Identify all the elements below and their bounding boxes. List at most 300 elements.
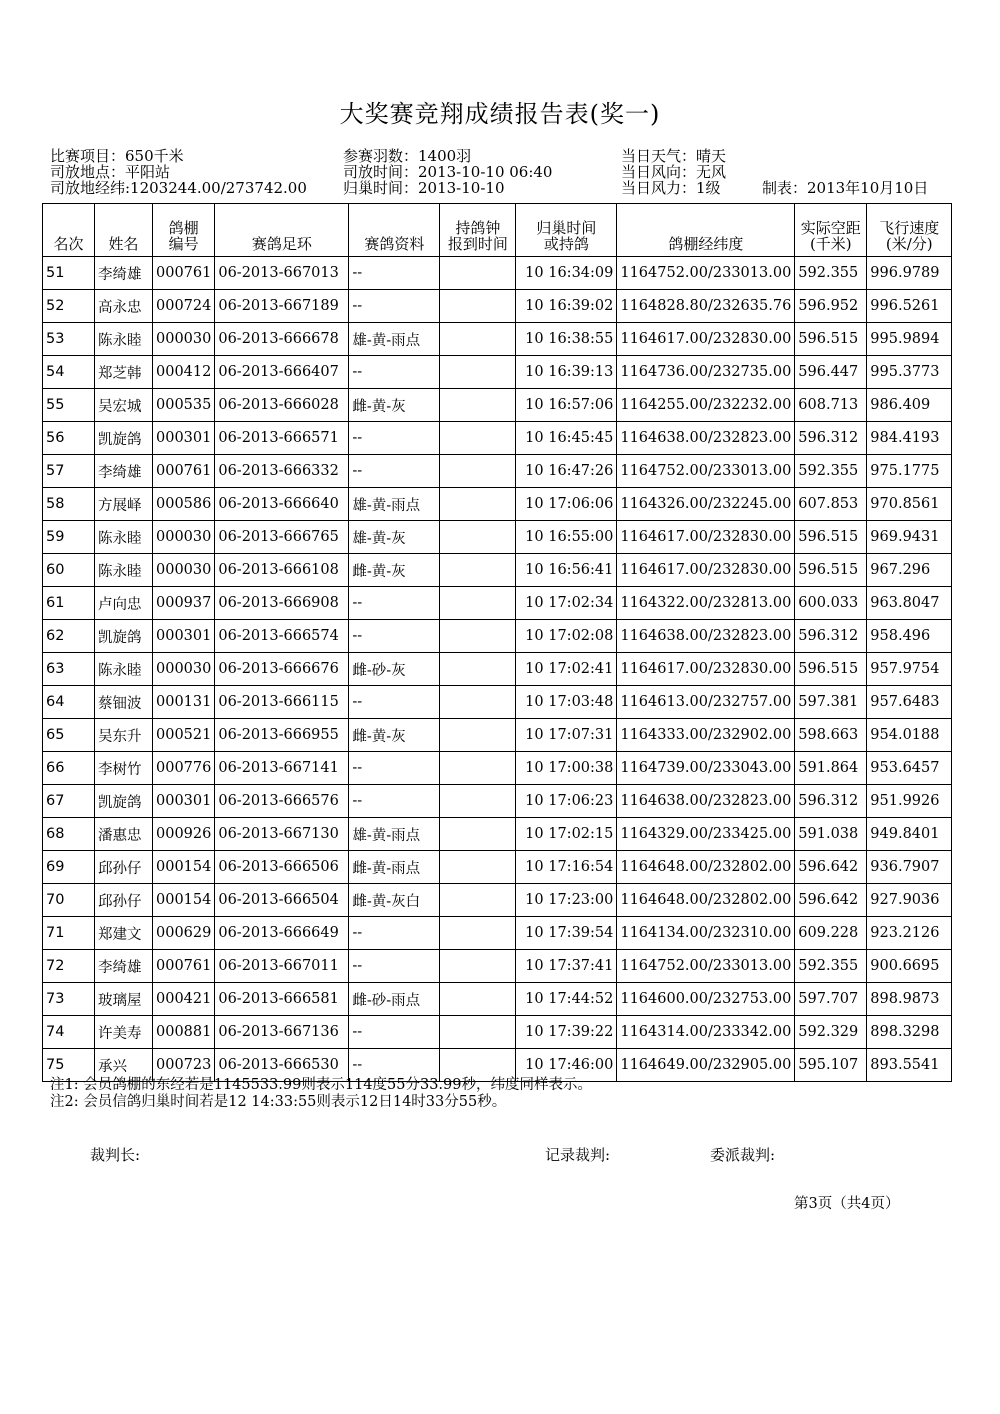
cell-speed: 995.9894 bbox=[867, 323, 952, 356]
cell-loft-coordinates: 1164333.00/232902.00 bbox=[617, 719, 795, 752]
cell-loft-coordinates: 1164255.00/232232.00 bbox=[617, 389, 795, 422]
cell-arrival-time: 10 17:06:23 bbox=[516, 785, 617, 818]
cell-distance: 596.312 bbox=[795, 785, 867, 818]
release-coordinates: 司放地经纬:1203244.00/273742.00 bbox=[50, 179, 307, 197]
header-bird-info bbox=[349, 204, 440, 257]
table-row bbox=[43, 818, 952, 851]
cell-name: 吴宏城 bbox=[95, 389, 153, 422]
cell-speed: 957.9754 bbox=[867, 653, 952, 686]
cell-arrival-time: 10 16:57:06 bbox=[516, 389, 617, 422]
cell-loft-id: 000761 bbox=[153, 257, 215, 290]
cell-ring-number: 06-2013-666676 bbox=[215, 653, 349, 686]
cell-ring-number: 06-2013-667013 bbox=[215, 257, 349, 290]
cell-ring-number: 06-2013-666640 bbox=[215, 488, 349, 521]
cell-bird-info: 雄-黄-雨点 bbox=[349, 818, 440, 851]
header-distance-line: (千米) bbox=[809, 235, 852, 253]
cell-loft-id: 000030 bbox=[153, 323, 215, 356]
return-time: 归巢时间：2013-10-10 bbox=[343, 179, 505, 197]
cell-rank: 60 bbox=[43, 554, 95, 587]
cell-name: 陈永睦 bbox=[95, 521, 153, 554]
cell-distance: 608.713 bbox=[795, 389, 867, 422]
cell-arrival-time: 10 17:02:41 bbox=[516, 653, 617, 686]
cell-distance: 597.707 bbox=[795, 983, 867, 1016]
cell-loft-coordinates: 1164739.00/233043.00 bbox=[617, 752, 795, 785]
table-row bbox=[43, 950, 952, 983]
cell-ring-number: 06-2013-667136 bbox=[215, 1016, 349, 1049]
cell-loft-coordinates: 1164752.00/233013.00 bbox=[617, 950, 795, 983]
cell-loft-coordinates: 1164736.00/232735.00 bbox=[617, 356, 795, 389]
cell-distance: 596.952 bbox=[795, 290, 867, 323]
cell-arrival-time: 10 17:39:22 bbox=[516, 1016, 617, 1049]
cell-name: 方展峄 bbox=[95, 488, 153, 521]
header-loft-coordinates-line: 鸽棚经纬度 bbox=[668, 235, 744, 253]
cell-clock-time bbox=[440, 620, 516, 653]
cell-clock-time bbox=[440, 686, 516, 719]
cell-loft-coordinates: 1164638.00/232823.00 bbox=[617, 785, 795, 818]
table-row bbox=[43, 851, 952, 884]
table-row bbox=[43, 719, 952, 752]
header-arrival-time-line: 归巢时间 bbox=[536, 219, 597, 237]
cell-speed: 900.6695 bbox=[867, 950, 952, 983]
cell-name: 邱孙仔 bbox=[95, 851, 153, 884]
cell-clock-time bbox=[440, 653, 516, 686]
cell-speed: 953.6457 bbox=[867, 752, 952, 785]
cell-distance: 592.355 bbox=[795, 950, 867, 983]
cell-speed: 996.5261 bbox=[867, 290, 952, 323]
cell-distance: 592.355 bbox=[795, 257, 867, 290]
table-row bbox=[43, 785, 952, 818]
cell-ring-number: 06-2013-666576 bbox=[215, 785, 349, 818]
cell-loft-id: 000724 bbox=[153, 290, 215, 323]
cell-name: 蔡钿波 bbox=[95, 686, 153, 719]
cell-ring-number: 06-2013-666506 bbox=[215, 851, 349, 884]
cell-name: 高永忠 bbox=[95, 290, 153, 323]
cell-clock-time bbox=[440, 587, 516, 620]
cell-bird-info: -- bbox=[349, 950, 440, 983]
cell-distance: 596.642 bbox=[795, 884, 867, 917]
cell-rank: 65 bbox=[43, 719, 95, 752]
cell-speed: 927.9036 bbox=[867, 884, 952, 917]
cell-speed: 995.3773 bbox=[867, 356, 952, 389]
cell-clock-time bbox=[440, 488, 516, 521]
cell-name: 李绮雄 bbox=[95, 950, 153, 983]
table-row bbox=[43, 983, 952, 1016]
cell-ring-number: 06-2013-666678 bbox=[215, 323, 349, 356]
cell-loft-id: 000761 bbox=[153, 455, 215, 488]
cell-arrival-time: 10 17:46:00 bbox=[516, 1049, 617, 1082]
table-row bbox=[43, 389, 952, 422]
cell-distance: 596.515 bbox=[795, 653, 867, 686]
cell-rank: 72 bbox=[43, 950, 95, 983]
table-row bbox=[43, 323, 952, 356]
cell-distance: 596.312 bbox=[795, 422, 867, 455]
cell-rank: 64 bbox=[43, 686, 95, 719]
cell-loft-coordinates: 1164828.80/232635.76 bbox=[617, 290, 795, 323]
note-1: 注1: 会员鸽棚的东经若是1145533.99则表示114度55分33.99秒，纬度同样表示。 bbox=[50, 1077, 592, 1093]
header-rank-line: 名次 bbox=[53, 235, 84, 253]
cell-arrival-time: 10 17:39:54 bbox=[516, 917, 617, 950]
delegated-judge-label: 委派裁判: bbox=[710, 1146, 776, 1164]
cell-arrival-time: 10 17:07:31 bbox=[516, 719, 617, 752]
cell-speed: 893.5541 bbox=[867, 1049, 952, 1082]
race-item: 比赛项目：650千米 bbox=[50, 147, 184, 165]
cell-loft-id: 000030 bbox=[153, 554, 215, 587]
cell-clock-time bbox=[440, 554, 516, 587]
cell-ring-number: 06-2013-666028 bbox=[215, 389, 349, 422]
table-body bbox=[43, 257, 952, 1082]
cell-bird-info: -- bbox=[349, 257, 440, 290]
cell-loft-coordinates: 1164617.00/232830.00 bbox=[617, 554, 795, 587]
cell-loft-coordinates: 1164326.00/232245.00 bbox=[617, 488, 795, 521]
cell-loft-id: 000154 bbox=[153, 884, 215, 917]
cell-loft-coordinates: 1164322.00/232813.00 bbox=[617, 587, 795, 620]
cell-ring-number: 06-2013-666908 bbox=[215, 587, 349, 620]
cell-name: 承兴 bbox=[95, 1049, 153, 1082]
cell-name: 凯旋鸽 bbox=[95, 620, 153, 653]
cell-loft-id: 000723 bbox=[153, 1049, 215, 1082]
cell-arrival-time: 10 17:16:54 bbox=[516, 851, 617, 884]
cell-distance: 598.663 bbox=[795, 719, 867, 752]
cell-rank: 67 bbox=[43, 785, 95, 818]
header-loft-id bbox=[153, 204, 215, 257]
entry-count: 参赛羽数：1400羽 bbox=[343, 147, 472, 165]
cell-ring-number: 06-2013-666504 bbox=[215, 884, 349, 917]
header-distance bbox=[795, 204, 867, 257]
chief-judge-label: 裁判长: bbox=[90, 1146, 141, 1164]
cell-bird-info: 雌-黄-灰 bbox=[349, 389, 440, 422]
cell-ring-number: 06-2013-666407 bbox=[215, 356, 349, 389]
cell-distance: 596.642 bbox=[795, 851, 867, 884]
cell-clock-time bbox=[440, 983, 516, 1016]
cell-clock-time bbox=[440, 917, 516, 950]
table-row bbox=[43, 917, 952, 950]
table-row bbox=[43, 356, 952, 389]
cell-distance: 600.033 bbox=[795, 587, 867, 620]
cell-name: 李树竹 bbox=[95, 752, 153, 785]
cell-bird-info: 雄-黄-雨点 bbox=[349, 323, 440, 356]
cell-name: 许美寿 bbox=[95, 1016, 153, 1049]
cell-bird-info: -- bbox=[349, 587, 440, 620]
cell-loft-id: 000301 bbox=[153, 422, 215, 455]
cell-speed: 936.7907 bbox=[867, 851, 952, 884]
cell-speed: 958.496 bbox=[867, 620, 952, 653]
cell-speed: 984.4193 bbox=[867, 422, 952, 455]
cell-loft-coordinates: 1164600.00/232753.00 bbox=[617, 983, 795, 1016]
cell-bird-info: -- bbox=[349, 752, 440, 785]
table-row bbox=[43, 422, 952, 455]
cell-name: 陈永睦 bbox=[95, 323, 153, 356]
cell-clock-time bbox=[440, 455, 516, 488]
wind-force: 当日风力：1级 bbox=[621, 179, 721, 197]
cell-speed: 954.0188 bbox=[867, 719, 952, 752]
cell-ring-number: 06-2013-666581 bbox=[215, 983, 349, 1016]
table-header-row bbox=[43, 204, 952, 257]
table-row bbox=[43, 521, 952, 554]
cell-loft-id: 000881 bbox=[153, 1016, 215, 1049]
cell-speed: 986.409 bbox=[867, 389, 952, 422]
cell-loft-coordinates: 1164638.00/232823.00 bbox=[617, 620, 795, 653]
table-row bbox=[43, 587, 952, 620]
report-title: 大奖赛竞翔成绩报告表(奖一) bbox=[339, 100, 661, 128]
cell-bird-info: -- bbox=[349, 917, 440, 950]
cell-loft-coordinates: 1164617.00/232830.00 bbox=[617, 323, 795, 356]
header-loft-id-line: 编号 bbox=[168, 235, 199, 253]
cell-rank: 57 bbox=[43, 455, 95, 488]
cell-bird-info: 雌-黄-灰 bbox=[349, 554, 440, 587]
cell-loft-id: 000131 bbox=[153, 686, 215, 719]
cell-name: 李绮雄 bbox=[95, 257, 153, 290]
cell-loft-id: 000421 bbox=[153, 983, 215, 1016]
cell-rank: 61 bbox=[43, 587, 95, 620]
cell-clock-time bbox=[440, 521, 516, 554]
cell-clock-time bbox=[440, 785, 516, 818]
table-row bbox=[43, 488, 952, 521]
cell-distance: 596.515 bbox=[795, 323, 867, 356]
cell-speed: 898.9873 bbox=[867, 983, 952, 1016]
cell-ring-number: 06-2013-666765 bbox=[215, 521, 349, 554]
cell-arrival-time: 10 17:03:48 bbox=[516, 686, 617, 719]
cell-loft-id: 000301 bbox=[153, 785, 215, 818]
cell-name: 邱孙仔 bbox=[95, 884, 153, 917]
cell-ring-number: 06-2013-667130 bbox=[215, 818, 349, 851]
cell-loft-id: 000926 bbox=[153, 818, 215, 851]
results-table bbox=[42, 203, 952, 1082]
cell-rank: 71 bbox=[43, 917, 95, 950]
cell-rank: 55 bbox=[43, 389, 95, 422]
cell-rank: 59 bbox=[43, 521, 95, 554]
table-row bbox=[43, 653, 952, 686]
cell-loft-coordinates: 1164648.00/232802.00 bbox=[617, 851, 795, 884]
cell-distance: 607.853 bbox=[795, 488, 867, 521]
cell-rank: 58 bbox=[43, 488, 95, 521]
cell-rank: 70 bbox=[43, 884, 95, 917]
recording-judge-label: 记录裁判: bbox=[545, 1146, 611, 1164]
cell-clock-time bbox=[440, 719, 516, 752]
cell-speed: 967.296 bbox=[867, 554, 952, 587]
cell-arrival-time: 10 17:02:15 bbox=[516, 818, 617, 851]
cell-loft-id: 000301 bbox=[153, 620, 215, 653]
cell-arrival-time: 10 16:45:45 bbox=[516, 422, 617, 455]
cell-loft-coordinates: 1164752.00/233013.00 bbox=[617, 455, 795, 488]
cell-arrival-time: 10 16:39:13 bbox=[516, 356, 617, 389]
table-row bbox=[43, 1016, 952, 1049]
cell-rank: 74 bbox=[43, 1016, 95, 1049]
cell-bird-info: -- bbox=[349, 1049, 440, 1082]
cell-rank: 68 bbox=[43, 818, 95, 851]
cell-ring-number: 06-2013-666108 bbox=[215, 554, 349, 587]
cell-ring-number: 06-2013-667189 bbox=[215, 290, 349, 323]
cell-bird-info: 雌-黄-雨点 bbox=[349, 851, 440, 884]
cell-distance: 596.515 bbox=[795, 554, 867, 587]
cell-loft-coordinates: 1164617.00/232830.00 bbox=[617, 521, 795, 554]
cell-loft-id: 000030 bbox=[153, 653, 215, 686]
cell-bird-info: -- bbox=[349, 620, 440, 653]
cell-loft-coordinates: 1164649.00/232905.00 bbox=[617, 1049, 795, 1082]
table-maker-date: 制表：2013年10月10日 bbox=[762, 179, 929, 197]
header-loft-id-line: 鸽棚 bbox=[168, 219, 199, 237]
cell-arrival-time: 10 16:39:02 bbox=[516, 290, 617, 323]
cell-bird-info: -- bbox=[349, 1016, 440, 1049]
cell-clock-time bbox=[440, 818, 516, 851]
cell-loft-id: 000412 bbox=[153, 356, 215, 389]
table-row bbox=[43, 455, 952, 488]
cell-rank: 51 bbox=[43, 257, 95, 290]
cell-distance: 597.381 bbox=[795, 686, 867, 719]
release-time: 司放时间：2013-10-10 06:40 bbox=[343, 163, 553, 181]
cell-name: 卢向忠 bbox=[95, 587, 153, 620]
cell-ring-number: 06-2013-666571 bbox=[215, 422, 349, 455]
cell-rank: 69 bbox=[43, 851, 95, 884]
cell-bird-info: -- bbox=[349, 455, 440, 488]
cell-speed: 949.8401 bbox=[867, 818, 952, 851]
cell-distance: 592.329 bbox=[795, 1016, 867, 1049]
cell-loft-id: 000030 bbox=[153, 521, 215, 554]
cell-bird-info: -- bbox=[349, 422, 440, 455]
cell-rank: 63 bbox=[43, 653, 95, 686]
cell-speed: 923.2126 bbox=[867, 917, 952, 950]
cell-loft-id: 000154 bbox=[153, 851, 215, 884]
cell-bird-info: 雌-黄-灰 bbox=[349, 719, 440, 752]
cell-clock-time bbox=[440, 752, 516, 785]
cell-rank: 53 bbox=[43, 323, 95, 356]
cell-ring-number: 06-2013-666574 bbox=[215, 620, 349, 653]
note-2: 注2: 会员信鸽归巢时间若是12 14:33:55则表示12日14时33分55秒。 bbox=[50, 1094, 507, 1110]
cell-name: 凯旋鸽 bbox=[95, 422, 153, 455]
cell-loft-coordinates: 1164314.00/233342.00 bbox=[617, 1016, 795, 1049]
table-row bbox=[43, 257, 952, 290]
header-name bbox=[95, 204, 153, 257]
cell-name: 陈永睦 bbox=[95, 653, 153, 686]
cell-rank: 56 bbox=[43, 422, 95, 455]
cell-name: 郑建文 bbox=[95, 917, 153, 950]
wind-direction: 当日风向：无风 bbox=[621, 163, 727, 181]
cell-ring-number: 06-2013-666955 bbox=[215, 719, 349, 752]
cell-distance: 596.447 bbox=[795, 356, 867, 389]
header-rank bbox=[43, 204, 95, 257]
header-arrival-time-line: 或持鸽 bbox=[543, 235, 589, 253]
header-bird-info-line: 赛鸽资料 bbox=[364, 235, 425, 253]
cell-speed: 951.9926 bbox=[867, 785, 952, 818]
cell-clock-time bbox=[440, 1016, 516, 1049]
table-row bbox=[43, 686, 952, 719]
cell-arrival-time: 10 17:44:52 bbox=[516, 983, 617, 1016]
cell-loft-coordinates: 1164617.00/232830.00 bbox=[617, 653, 795, 686]
cell-distance: 591.864 bbox=[795, 752, 867, 785]
cell-arrival-time: 10 16:34:09 bbox=[516, 257, 617, 290]
cell-arrival-time: 10 17:00:38 bbox=[516, 752, 617, 785]
table-row bbox=[43, 620, 952, 653]
cell-rank: 54 bbox=[43, 356, 95, 389]
cell-speed: 970.8561 bbox=[867, 488, 952, 521]
header-clock-time-line: 报到时间 bbox=[447, 235, 508, 253]
cell-arrival-time: 10 17:37:41 bbox=[516, 950, 617, 983]
cell-distance: 595.107 bbox=[795, 1049, 867, 1082]
cell-clock-time bbox=[440, 884, 516, 917]
notes bbox=[50, 1077, 592, 1111]
cell-name: 凯旋鸽 bbox=[95, 785, 153, 818]
cell-clock-time bbox=[440, 950, 516, 983]
cell-arrival-time: 10 17:23:00 bbox=[516, 884, 617, 917]
cell-distance: 596.312 bbox=[795, 620, 867, 653]
info-column-2 bbox=[343, 148, 552, 196]
cell-clock-time bbox=[440, 356, 516, 389]
header-speed-line: (米/分) bbox=[885, 235, 933, 253]
cell-loft-coordinates: 1164134.00/232310.00 bbox=[617, 917, 795, 950]
cell-rank: 66 bbox=[43, 752, 95, 785]
cell-speed: 975.1775 bbox=[867, 455, 952, 488]
cell-name: 潘惠忠 bbox=[95, 818, 153, 851]
page-number: 第3页（共4页） bbox=[794, 1196, 900, 1212]
cell-ring-number: 06-2013-667141 bbox=[215, 752, 349, 785]
cell-speed: 898.3298 bbox=[867, 1016, 952, 1049]
header-speed bbox=[867, 204, 952, 257]
cell-name: 吴东升 bbox=[95, 719, 153, 752]
table-row bbox=[43, 554, 952, 587]
weather: 当日天气：晴天 bbox=[621, 147, 727, 165]
cell-bird-info: 雄-黄-灰 bbox=[349, 521, 440, 554]
cell-clock-time bbox=[440, 323, 516, 356]
release-location: 司放地点：平阳站 bbox=[50, 163, 171, 181]
cell-arrival-time: 10 16:55:00 bbox=[516, 521, 617, 554]
cell-loft-id: 000535 bbox=[153, 389, 215, 422]
cell-loft-coordinates: 1164329.00/233425.00 bbox=[617, 818, 795, 851]
cell-arrival-time: 10 17:02:34 bbox=[516, 587, 617, 620]
cell-loft-id: 000521 bbox=[153, 719, 215, 752]
cell-arrival-time: 10 17:06:06 bbox=[516, 488, 617, 521]
header-clock-time-line: 持鸽钟 bbox=[455, 219, 501, 237]
cell-bird-info: 雌-砂-雨点 bbox=[349, 983, 440, 1016]
header-speed-line: 飞行速度 bbox=[879, 219, 940, 237]
cell-distance: 591.038 bbox=[795, 818, 867, 851]
cell-bird-info: -- bbox=[349, 686, 440, 719]
header-arrival-time bbox=[516, 204, 617, 257]
cell-speed: 957.6483 bbox=[867, 686, 952, 719]
cell-name: 玻璃屋 bbox=[95, 983, 153, 1016]
cell-loft-coordinates: 1164638.00/232823.00 bbox=[617, 422, 795, 455]
cell-speed: 963.8047 bbox=[867, 587, 952, 620]
cell-speed: 996.9789 bbox=[867, 257, 952, 290]
info-column-3 bbox=[621, 148, 726, 196]
table-row bbox=[43, 752, 952, 785]
cell-loft-id: 000586 bbox=[153, 488, 215, 521]
cell-arrival-time: 10 17:02:08 bbox=[516, 620, 617, 653]
cell-loft-id: 000937 bbox=[153, 587, 215, 620]
cell-ring-number: 06-2013-666332 bbox=[215, 455, 349, 488]
cell-rank: 52 bbox=[43, 290, 95, 323]
cell-loft-id: 000776 bbox=[153, 752, 215, 785]
header-distance-line: 实际空距 bbox=[800, 219, 861, 237]
cell-bird-info: 雌-黄-灰白 bbox=[349, 884, 440, 917]
cell-rank: 75 bbox=[43, 1049, 95, 1082]
header-ring-number-line: 赛鸽足环 bbox=[251, 235, 312, 253]
cell-arrival-time: 10 16:56:41 bbox=[516, 554, 617, 587]
cell-distance: 609.228 bbox=[795, 917, 867, 950]
cell-ring-number: 06-2013-667011 bbox=[215, 950, 349, 983]
cell-loft-id: 000761 bbox=[153, 950, 215, 983]
cell-arrival-time: 10 16:38:55 bbox=[516, 323, 617, 356]
cell-clock-time bbox=[440, 389, 516, 422]
cell-rank: 62 bbox=[43, 620, 95, 653]
cell-speed: 969.9431 bbox=[867, 521, 952, 554]
cell-name: 李绮雄 bbox=[95, 455, 153, 488]
cell-bird-info: 雌-砂-灰 bbox=[349, 653, 440, 686]
cell-loft-coordinates: 1164752.00/233013.00 bbox=[617, 257, 795, 290]
cell-distance: 592.355 bbox=[795, 455, 867, 488]
cell-ring-number: 06-2013-666530 bbox=[215, 1049, 349, 1082]
cell-bird-info: 雄-黄-雨点 bbox=[349, 488, 440, 521]
table-row bbox=[43, 290, 952, 323]
cell-loft-coordinates: 1164613.00/232757.00 bbox=[617, 686, 795, 719]
